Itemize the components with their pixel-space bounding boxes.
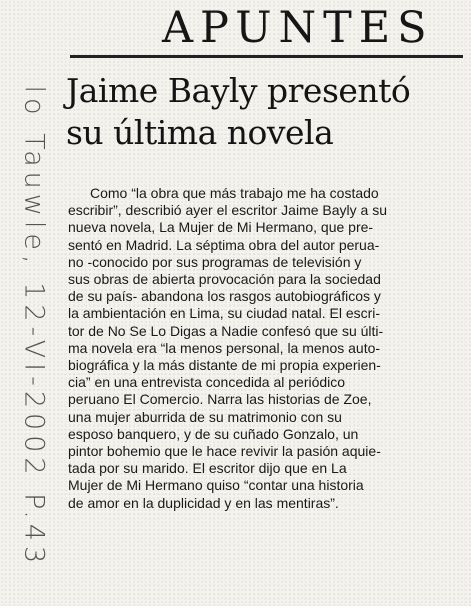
body-line: de amor en la duplicidad y en las mentiras”.	[68, 494, 339, 511]
body-line: Mujer de Mi Hermano quiso “contar una historia	[68, 477, 364, 494]
body-line: escribir”, describió ayer el escritor Jaime Bayly a su	[68, 202, 387, 219]
article-body	[68, 185, 460, 512]
body-line: una mujer aburrida de su matrimonio con su	[68, 408, 342, 425]
body-line: cia” en una entrevista concedida al periódico	[68, 374, 346, 391]
body-line: sentó en Madrid. La séptima obra del autor perua-	[68, 236, 380, 253]
body-line: tor de No Se Lo Digas a Nadie confesó que su últi-	[68, 322, 384, 339]
section-title: APUNTES	[162, 3, 434, 53]
body-line: ma novela era “la menos personal, la menos auto-	[68, 339, 381, 356]
body-line: pintor bohemio que le hace revivir la pasión aquie-	[68, 443, 381, 460]
body-line: sus obras de abierta provocación para la sociedad	[68, 271, 381, 288]
body-line: nueva novela, La Mujer de Mi Hermano, que pre-	[68, 219, 374, 236]
handwritten-date-note: lo Tauwle, 12-VI-2002 P.43	[18, 85, 50, 569]
body-line: la ambientación en Lima, su ciudad natal. El escri-	[68, 305, 381, 322]
body-line: biográfica y la más distante de mi propia experien-	[68, 357, 381, 374]
headline-line: Jaime Bayly presentó	[66, 71, 411, 110]
body-line: de su país- abandona los rasgos autobiográficos y	[68, 288, 381, 305]
headline	[66, 70, 461, 154]
body-line: esposo banquero, y de su cuñado Gonzalo, un	[68, 425, 359, 442]
body-line: no -conocido por sus programas de televisión y	[68, 253, 362, 270]
body-line: tada por su marido. El escritor dijo que en La	[68, 460, 347, 477]
headline-line: su última novela	[66, 113, 334, 152]
section-rule	[70, 55, 463, 58]
body-line: Como “la obra que más trabajo me ha costado	[90, 185, 379, 201]
body-line: peruano El Comercio. Narra las historias de Zoe,	[68, 391, 372, 408]
